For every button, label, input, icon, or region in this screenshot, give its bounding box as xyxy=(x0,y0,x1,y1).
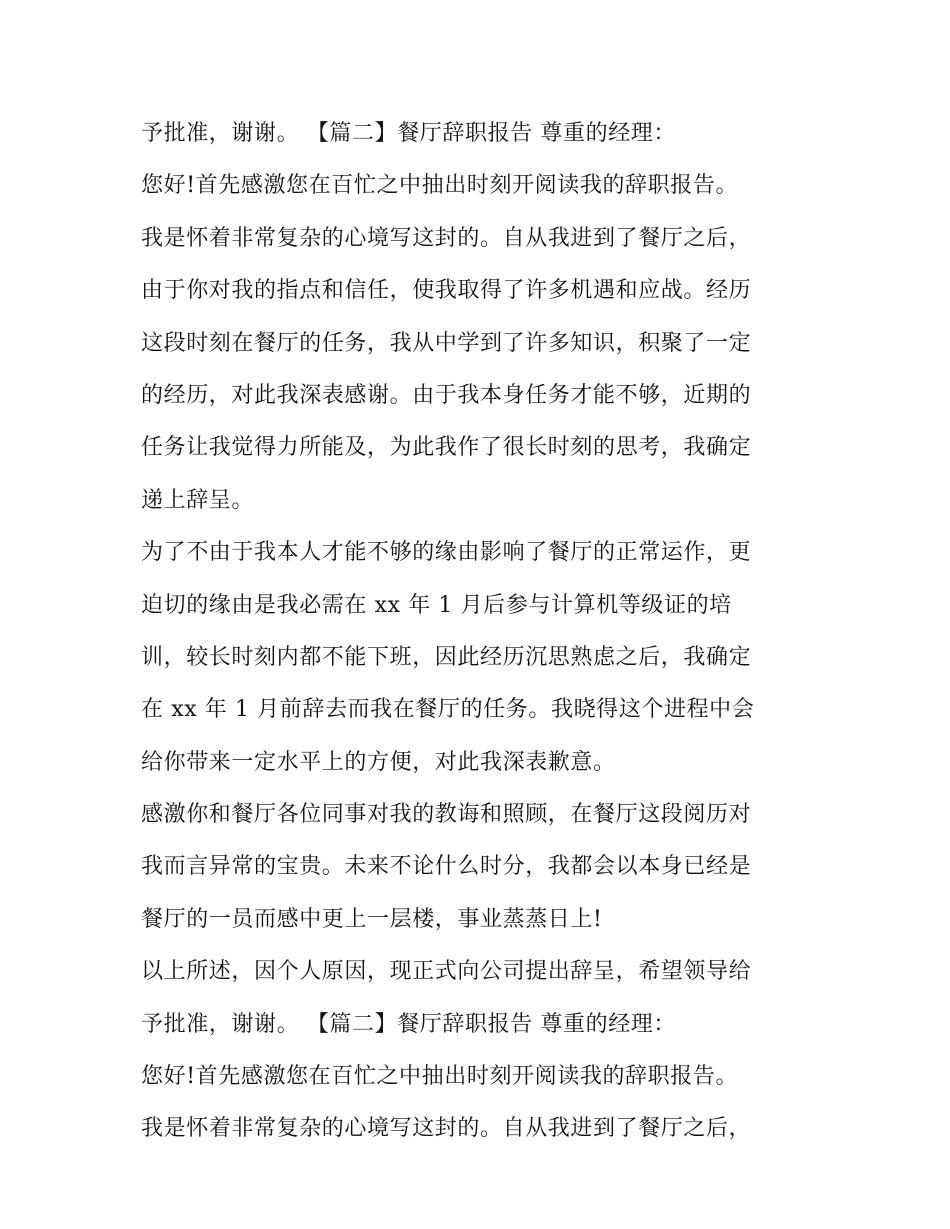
text-line: 以上所述，因个人原因，现正式向公司提出辞呈，希望领导给 xyxy=(141,959,752,985)
text-line: 训，较长时刻内都不能下班，因此经历沉思熟虑之后，我确定 xyxy=(141,644,752,670)
text-line: 为了不由于我本人才能不够的缘由影响了餐厅的正常运作，更 xyxy=(141,540,752,566)
text-line: 我是怀着非常复杂的心境写这封的。自从我进到了餐厅之后， xyxy=(141,225,752,251)
text-line: 在 xx 年 1 月前辞去而我在餐厅的任务。我晓得这个进程中会 xyxy=(141,697,755,723)
text-line: 予批准，谢谢。 【篇二】餐厅辞职报告 尊重的经理： xyxy=(141,121,676,146)
text-line: 您好!首先感激您在百忙之中抽出时刻开阅读我的辞职报告。 xyxy=(141,173,739,199)
text-line: 餐厅的一员而感中更上一层楼，事业蒸蒸日上! xyxy=(141,906,603,932)
text-line: 给你带来一定水平上的方便，对此我深表歉意。 xyxy=(141,749,616,775)
text-line: 的经历，对此我深表感谢。由于我本身任务才能不够，近期的 xyxy=(141,382,752,408)
text-line: 任务让我觉得力所能及，为此我作了很长时刻的思考，我确定 xyxy=(141,435,752,461)
text-line: 由于你对我的指点和信任，使我取得了许多机遇和应战。经历 xyxy=(141,278,752,304)
text-line: 递上辞呈。 xyxy=(141,487,255,513)
text-line: 予批准，谢谢。 【篇二】餐厅辞职报告 尊重的经理： xyxy=(141,1011,676,1037)
text-line: 这段时刻在餐厅的任务，我从中学到了许多知识，积聚了一定 xyxy=(141,330,752,356)
text-line: 我是怀着非常复杂的心境写这封的。自从我进到了餐厅之后， xyxy=(141,1116,752,1142)
text-line: 迫切的缘由是我必需在 xx 年 1 月后参与计算机等级证的培 xyxy=(141,592,732,618)
document-body xyxy=(141,108,821,1156)
text-line: 您好!首先感激您在百忙之中抽出时刻开阅读我的辞职报告。 xyxy=(141,1064,739,1090)
text-line: 我而言异常的宝贵。未来不论什么时分，我都会以本身已经是 xyxy=(141,854,752,880)
text-line: 感激你和餐厅各位同事对我的教诲和照顾，在餐厅这段阅历对 xyxy=(141,802,752,828)
